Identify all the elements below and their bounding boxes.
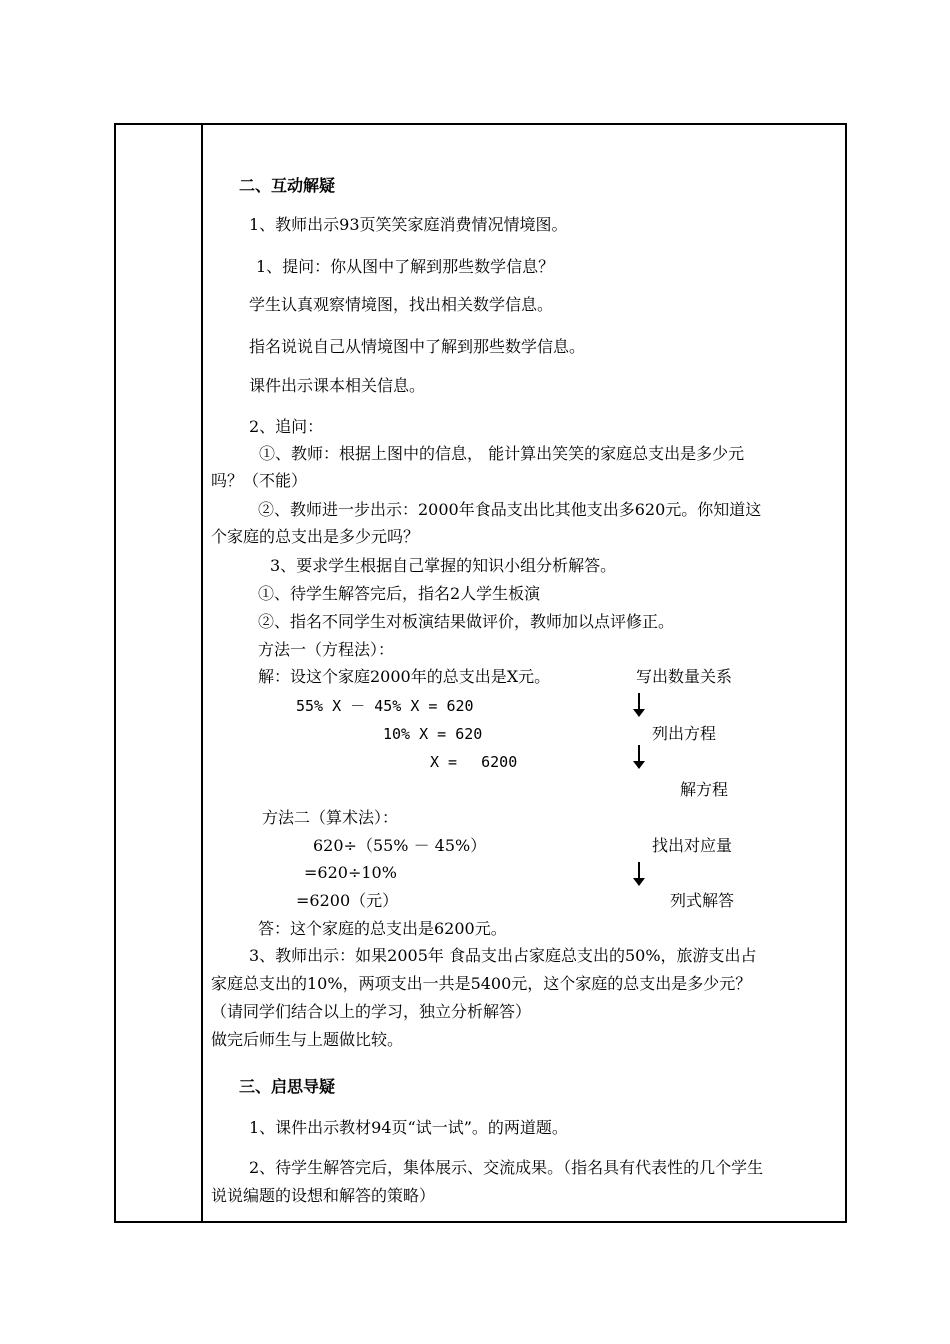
method2-line1: 620÷（55% － 45%） — [313, 836, 487, 855]
method1-equation2: 10% X = 620 — [383, 725, 483, 743]
item3-line1: 3、教师出示：如果2005年 食品支出占家庭总支出的50%，旅游支出占 — [249, 946, 757, 965]
method1-equation1: 55% X － 45% X = 620 — [296, 697, 474, 715]
method2-step1: 找出对应量 — [652, 836, 733, 855]
item3-line4: 做完后师生与上题做比较。 — [211, 1030, 404, 1049]
section3-item2-line2: 说说编题的设想和解答的策略） — [211, 1186, 436, 1205]
method2-step2: 列式解答 — [670, 891, 735, 910]
arrow-down-icon — [633, 862, 645, 886]
method1-step2: 列出方程 — [652, 724, 717, 743]
method1-setup: 解：设这个家庭2000年的总支出是X元。 — [258, 667, 551, 686]
answer: 答：这个家庭的总支出是6200元。 — [258, 919, 507, 938]
question2a-line1: ①、教师：根据上图中的信息， 能计算出笑笑的家庭总支出是多少元 — [259, 444, 745, 463]
question2b-line1: ②、教师进一步出示：2000年食品支出比其他支出多620元。你知道这 — [258, 500, 762, 519]
question2a-line2: 吗？（不能） — [211, 471, 308, 490]
section3-heading: 三、启思导疑 — [239, 1077, 336, 1096]
question2b-line2: 个家庭的总支出是多少元吗？ — [211, 527, 420, 546]
method1-step3: 解方程 — [680, 780, 729, 799]
question3b: ②、指名不同学生对板演结果做评价，教师加以点评修正。 — [258, 612, 675, 631]
student-step1: 学生认真观察情境图，找出相关数学信息。 — [249, 295, 554, 314]
method2-title: 方法二（算术法）： — [262, 808, 399, 827]
method2-line2: =620÷10% — [304, 863, 397, 882]
method1-title: 方法一（方程法）： — [258, 640, 395, 659]
item3-line2: 家庭总支出的10%，两项支出一共是5400元，这个家庭的总支出是多少元？ — [211, 974, 752, 993]
question1: 1、提问：你从图中了解到那些数学信息？ — [256, 257, 555, 276]
method2-line3: =6200（元） — [296, 891, 399, 910]
section2-item1: 1、教师出示93页笑笑家庭消费情况情境图。 — [249, 215, 568, 234]
question3: 3、要求学生根据自己掌握的知识小组分析解答。 — [270, 556, 617, 575]
question3a: ①、待学生解答完后，指名2人学生板演 — [258, 584, 541, 603]
student-step3: 课件出示课本相关信息。 — [249, 376, 426, 395]
arrow-down-icon — [633, 745, 645, 769]
section3-item1: 1、课件出示教材94页“试一试”。的两道题。 — [249, 1118, 568, 1137]
arrow-down-icon — [633, 693, 645, 717]
method1-equation3: X = 6200 — [430, 753, 518, 771]
student-step2: 指名说说自己从情境图中了解到那些数学信息。 — [249, 337, 586, 356]
section3-item2-line1: 2、待学生解答完后，集体展示、交流成果。（指名具有代表性的几个学生 — [249, 1158, 764, 1177]
section2-heading: 二、互动解疑 — [239, 176, 336, 195]
method1-step1: 写出数量关系 — [636, 667, 733, 686]
item3-line3: （请同学们结合以上的学习，独立分析解答） — [211, 1002, 532, 1021]
column-divider — [201, 125, 203, 1221]
question2: 2、追问： — [249, 417, 324, 436]
